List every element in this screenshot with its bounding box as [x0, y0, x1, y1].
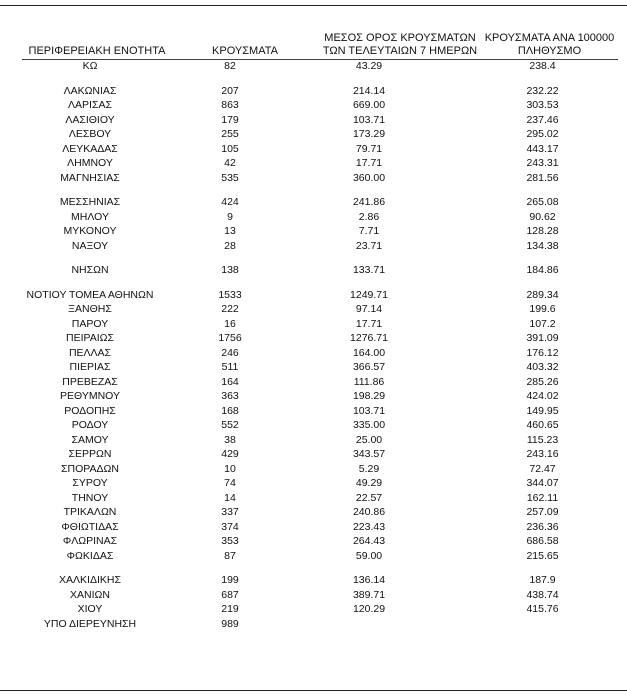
weekly-average-cell: 335.00 [352, 419, 386, 431]
bottom-rule [0, 690, 627, 691]
table-row [0, 447, 627, 462]
cases-cell: 222 [221, 303, 239, 315]
region-cell: ΞΑΝΘΗΣ [68, 303, 112, 315]
header-per-100000-line2: ΠΛΗΘΥΣΜΟ [517, 45, 582, 57]
per-100000-cell: 236.36 [526, 520, 559, 533]
cases-cell: 429 [221, 448, 239, 460]
cases-cell: 28 [224, 239, 236, 252]
spacer-row [0, 185, 627, 195]
region-cell: ΡΕΘΥΜΝΟΥ [59, 390, 120, 402]
per-100000-cell: 107.2 [529, 317, 556, 330]
table-row [0, 113, 627, 128]
weekly-average-cell: 198.29 [352, 390, 386, 402]
spacer-cell [280, 185, 458, 195]
per-100000-cell: 238.4 [529, 60, 556, 72]
weekly-average-cell: 366.57 [352, 361, 386, 373]
table-row [0, 404, 627, 419]
table-row [0, 360, 627, 375]
table-row [0, 210, 627, 225]
spacer-cell [458, 185, 627, 195]
cases-cell: 363 [221, 390, 239, 402]
spacer-cell [458, 278, 627, 288]
spacer-cell [458, 563, 627, 573]
cases-cell: 9 [227, 210, 233, 223]
region-cell: ΝΑΞΟΥ [71, 239, 109, 252]
weekly-average-cell [280, 617, 458, 632]
weekly-average-cell: 264.43 [352, 535, 386, 547]
table-row [0, 59, 627, 74]
per-100000-cell: 134.38 [526, 239, 559, 252]
table-row [0, 588, 627, 603]
weekly-average-cell: 214.14 [352, 84, 386, 97]
per-100000-cell: 115.23 [526, 433, 559, 446]
region-cell: ΧΑΝΙΩΝ [70, 588, 110, 601]
per-100000-cell: 295.02 [526, 128, 559, 140]
region-cell: ΧΙΟΥ [77, 603, 103, 615]
region-cell: ΧΑΛΚΙΔΙΚΗΣ [59, 574, 121, 586]
weekly-average-cell: 360.00 [352, 171, 386, 184]
spacer-row [0, 278, 627, 288]
cases-cell: 255 [221, 128, 239, 140]
per-100000-cell: 289.34 [526, 288, 559, 301]
weekly-average-cell: 669.00 [352, 99, 386, 111]
spacer-cell [280, 74, 458, 84]
table-row [0, 462, 627, 477]
cases-cell: 246 [221, 346, 239, 359]
table-row [0, 549, 627, 564]
table-row [0, 263, 627, 278]
region-cell: ΝΟΤΙΟΥ ΤΟΜΕΑ ΑΘΗΝΩΝ [26, 288, 154, 301]
weekly-average-cell: 79.71 [355, 142, 383, 155]
per-100000-cell: 243.16 [526, 448, 559, 460]
region-cell: ΜΕΣΣΗΝΙΑΣ [59, 196, 121, 208]
table-row [0, 127, 627, 142]
table-row [0, 505, 627, 520]
cases-cell: 38 [224, 433, 236, 446]
spacer-row [0, 253, 627, 263]
per-100000-cell: 285.26 [526, 375, 559, 388]
per-100000-cell: 72.47 [529, 462, 556, 475]
weekly-average-cell: 1249.71 [350, 288, 388, 301]
weekly-average-cell: 103.71 [352, 404, 386, 417]
weekly-average-cell: 59.00 [355, 549, 383, 562]
per-100000-cell: 237.46 [526, 113, 559, 126]
weekly-average-cell: 133.71 [352, 264, 386, 276]
cases-cell: 74 [224, 477, 236, 489]
spacer-cell [180, 278, 280, 288]
per-100000-cell: 281.56 [526, 171, 559, 184]
cases-cell: 374 [221, 520, 239, 533]
per-100000-cell: 686.58 [526, 535, 559, 547]
per-100000-cell: 303.53 [526, 99, 559, 111]
weekly-average-cell: 5.29 [358, 462, 380, 475]
top-rule [0, 5, 627, 6]
spacer-cell [180, 185, 280, 195]
region-cell: ΦΘΙΩΤΙΔΑΣ [61, 520, 119, 533]
cases-cell: 863 [221, 99, 239, 111]
cases-cell: 16 [224, 317, 236, 330]
region-cell: ΝΗΣΩΝ [71, 264, 109, 276]
cases-cell: 164 [221, 375, 239, 388]
header-per-100000 [472, 32, 627, 58]
table-row [0, 491, 627, 506]
weekly-average-cell: 43.29 [355, 60, 383, 72]
header-weekly-average [300, 32, 500, 58]
spacer-cell [0, 253, 180, 263]
table-row [0, 389, 627, 404]
cases-cell: 199 [221, 574, 239, 586]
cases-cell: 207 [221, 84, 239, 97]
region-cell: ΜΥΚΟΝΟΥ [63, 225, 117, 237]
weekly-average-cell: 2.86 [358, 210, 380, 223]
per-100000-cell: 438.74 [526, 588, 559, 601]
table-row [0, 520, 627, 535]
table-row [0, 171, 627, 186]
weekly-average-cell: 173.29 [352, 128, 386, 140]
region-cell: ΣΑΜΟΥ [71, 433, 109, 446]
region-cell: ΥΠΟ ΔΙΕΡΕΥΝΗΣΗ [43, 617, 137, 630]
per-100000-cell: 90.62 [529, 210, 556, 223]
weekly-average-cell: 111.86 [353, 375, 385, 388]
cases-cell: 511 [221, 361, 239, 373]
per-100000-cell: 443.17 [526, 142, 559, 155]
region-cell: ΜΑΓΝΗΣΙΑΣ [60, 171, 120, 184]
spacer-cell [280, 278, 458, 288]
per-100000-cell: 187.9 [529, 574, 556, 586]
cases-cell: 1756 [218, 332, 242, 344]
region-cell: ΤΡΙΚΑΛΩΝ [63, 506, 117, 518]
region-cell: ΜΗΛΟΥ [71, 210, 109, 223]
region-cell: ΣΠΟΡΑΔΩΝ [61, 462, 119, 475]
weekly-average-cell: 22.57 [355, 491, 383, 504]
spacer-row [0, 563, 627, 573]
table-row [0, 224, 627, 239]
weekly-average-cell: 240.86 [352, 506, 386, 518]
region-cell: ΣΕΡΡΩΝ [68, 448, 112, 460]
region-cell: ΠΕΙΡΑΙΩΣ [66, 332, 114, 344]
spacer-cell [280, 253, 458, 263]
weekly-average-cell: 136.14 [352, 574, 386, 586]
cases-cell: 989 [221, 617, 239, 630]
region-cell: ΡΟΔΟΥ [71, 419, 109, 431]
table-row [0, 288, 627, 303]
spacer-cell [0, 278, 180, 288]
table-row [0, 195, 627, 210]
per-100000-cell: 128.28 [526, 225, 559, 237]
per-100000-cell: 199.6 [529, 303, 556, 315]
spacer-cell [0, 563, 180, 573]
cases-cell: 105 [221, 142, 239, 155]
weekly-average-cell: 343.57 [352, 448, 386, 460]
region-cell: ΠΑΡΟΥ [71, 317, 109, 330]
per-100000-cell: 344.07 [526, 477, 559, 489]
region-cell: ΦΛΩΡΙΝΑΣ [62, 535, 118, 547]
cases-table-body [0, 59, 627, 631]
per-100000-cell: 265.08 [526, 196, 559, 208]
region-cell: ΛΑΚΩΝΙΑΣ [63, 84, 117, 97]
region-cell: ΛΕΣΒΟΥ [68, 128, 112, 140]
spacer-cell [180, 563, 280, 573]
cases-cell: 42 [224, 157, 236, 169]
per-100000-cell: 215.65 [526, 549, 559, 562]
region-cell: ΠΕΛΛΑΣ [68, 346, 112, 359]
header-per-100000-line1: ΚΡΟΥΣΜΑΤΑ ΑΝΑ 100000 [484, 32, 615, 44]
weekly-average-cell: 17.71 [355, 317, 383, 330]
region-cell: ΡΟΔΟΠΗΣ [64, 404, 116, 417]
table-row [0, 156, 627, 171]
spacer-row [0, 74, 627, 84]
cases-cell: 138 [221, 264, 239, 276]
cases-cell: 13 [224, 225, 236, 237]
table-row [0, 346, 627, 361]
region-cell: ΦΩΚΙΔΑΣ [66, 549, 114, 562]
cases-cell: 1533 [218, 288, 242, 301]
spacer-cell [180, 74, 280, 84]
header-weekly-average-line1: ΜΕΣΟΣ ΟΡΟΣ ΚΡΟΥΣΜΑΤΩΝ [324, 32, 476, 44]
table-row [0, 98, 627, 113]
region-cell: ΛΑΣΙΘΙΟΥ [65, 113, 115, 126]
weekly-average-cell: 223.43 [352, 520, 386, 533]
per-100000-cell: 162.11 [526, 491, 559, 504]
weekly-average-cell: 7.71 [358, 225, 380, 237]
table-row [0, 302, 627, 317]
cases-cell: 14 [224, 491, 236, 504]
per-100000-cell: 415.76 [526, 603, 559, 615]
per-100000-cell: 184.86 [526, 264, 559, 276]
weekly-average-cell: 1276.71 [350, 332, 388, 344]
table-row [0, 534, 627, 549]
region-cell: ΛΑΡΙΣΑΣ [68, 99, 112, 111]
per-100000-cell: 460.65 [526, 419, 559, 431]
table-row [0, 573, 627, 588]
per-100000-cell: 149.95 [526, 404, 559, 417]
cases-cell: 424 [221, 196, 239, 208]
weekly-average-cell: 389.71 [352, 588, 386, 601]
per-100000-cell: 176.12 [526, 346, 559, 359]
per-100000-cell: 243.31 [526, 157, 559, 169]
region-cell: ΛΕΥΚΑΔΑΣ [62, 142, 118, 155]
table-row [0, 602, 627, 617]
table-row [0, 331, 627, 346]
cases-cell: 87 [224, 549, 236, 562]
table-row [0, 433, 627, 448]
weekly-average-cell: 49.29 [355, 477, 383, 489]
table-row [0, 142, 627, 157]
cases-cell: 687 [221, 588, 239, 601]
cases-cell: 353 [221, 535, 239, 547]
cases-cell: 10 [224, 462, 236, 475]
per-100000-cell: 424.02 [526, 390, 559, 402]
per-100000-cell: 391.09 [526, 332, 559, 344]
cases-cell: 552 [221, 419, 239, 431]
cases-cell: 82 [224, 60, 236, 72]
region-cell: ΤΗΝΟΥ [71, 491, 109, 504]
spacer-cell [0, 185, 180, 195]
per-100000-cell: 232.22 [526, 84, 559, 97]
table-row [0, 476, 627, 491]
cases-table [0, 59, 627, 631]
weekly-average-cell: 241.86 [352, 196, 386, 208]
cases-cell: 219 [221, 603, 239, 615]
cases-cell: 337 [221, 506, 239, 518]
weekly-average-cell: 164.00 [352, 346, 386, 359]
weekly-average-cell: 23.71 [355, 239, 383, 252]
spacer-cell [458, 74, 627, 84]
table-row [0, 317, 627, 332]
table-row [0, 239, 627, 254]
weekly-average-cell: 97.14 [355, 303, 383, 315]
region-cell: ΠΡΕΒΕΖΑΣ [62, 375, 118, 388]
header-cases: ΚΡΟΥΣΜΑΤΑ [212, 45, 278, 57]
table-row [0, 375, 627, 390]
per-100000-cell: 403.32 [526, 361, 559, 373]
weekly-average-cell: 120.29 [352, 603, 386, 615]
spacer-cell [0, 74, 180, 84]
spacer-cell [458, 253, 627, 263]
cases-cell: 535 [221, 171, 239, 184]
per-100000-cell [458, 617, 627, 632]
table-row [0, 617, 627, 632]
cases-cell: 168 [221, 404, 239, 417]
region-cell: ΣΥΡΟΥ [72, 477, 108, 489]
weekly-average-cell: 17.71 [355, 157, 383, 169]
region-cell: ΠΙΕΡΙΑΣ [69, 361, 111, 373]
table-row [0, 418, 627, 433]
cases-cell: 179 [221, 113, 239, 126]
spacer-cell [280, 563, 458, 573]
region-cell: ΚΩ [82, 60, 98, 72]
spacer-cell [180, 253, 280, 263]
weekly-average-cell: 25.00 [355, 433, 383, 446]
table-row [0, 84, 627, 99]
region-cell: ΛΗΜΝΟΥ [67, 157, 113, 169]
weekly-average-cell: 103.71 [352, 113, 386, 126]
per-100000-cell: 257.09 [526, 506, 559, 518]
header-weekly-average-line2: ΤΩΝ ΤΕΛΕΥΤΑΙΩΝ 7 ΗΜΕΡΩΝ [322, 45, 478, 57]
header-region: ΠΕΡΙΦΕΡΕΙΑΚΗ ΕΝΟΤΗΤΑ [28, 45, 166, 57]
